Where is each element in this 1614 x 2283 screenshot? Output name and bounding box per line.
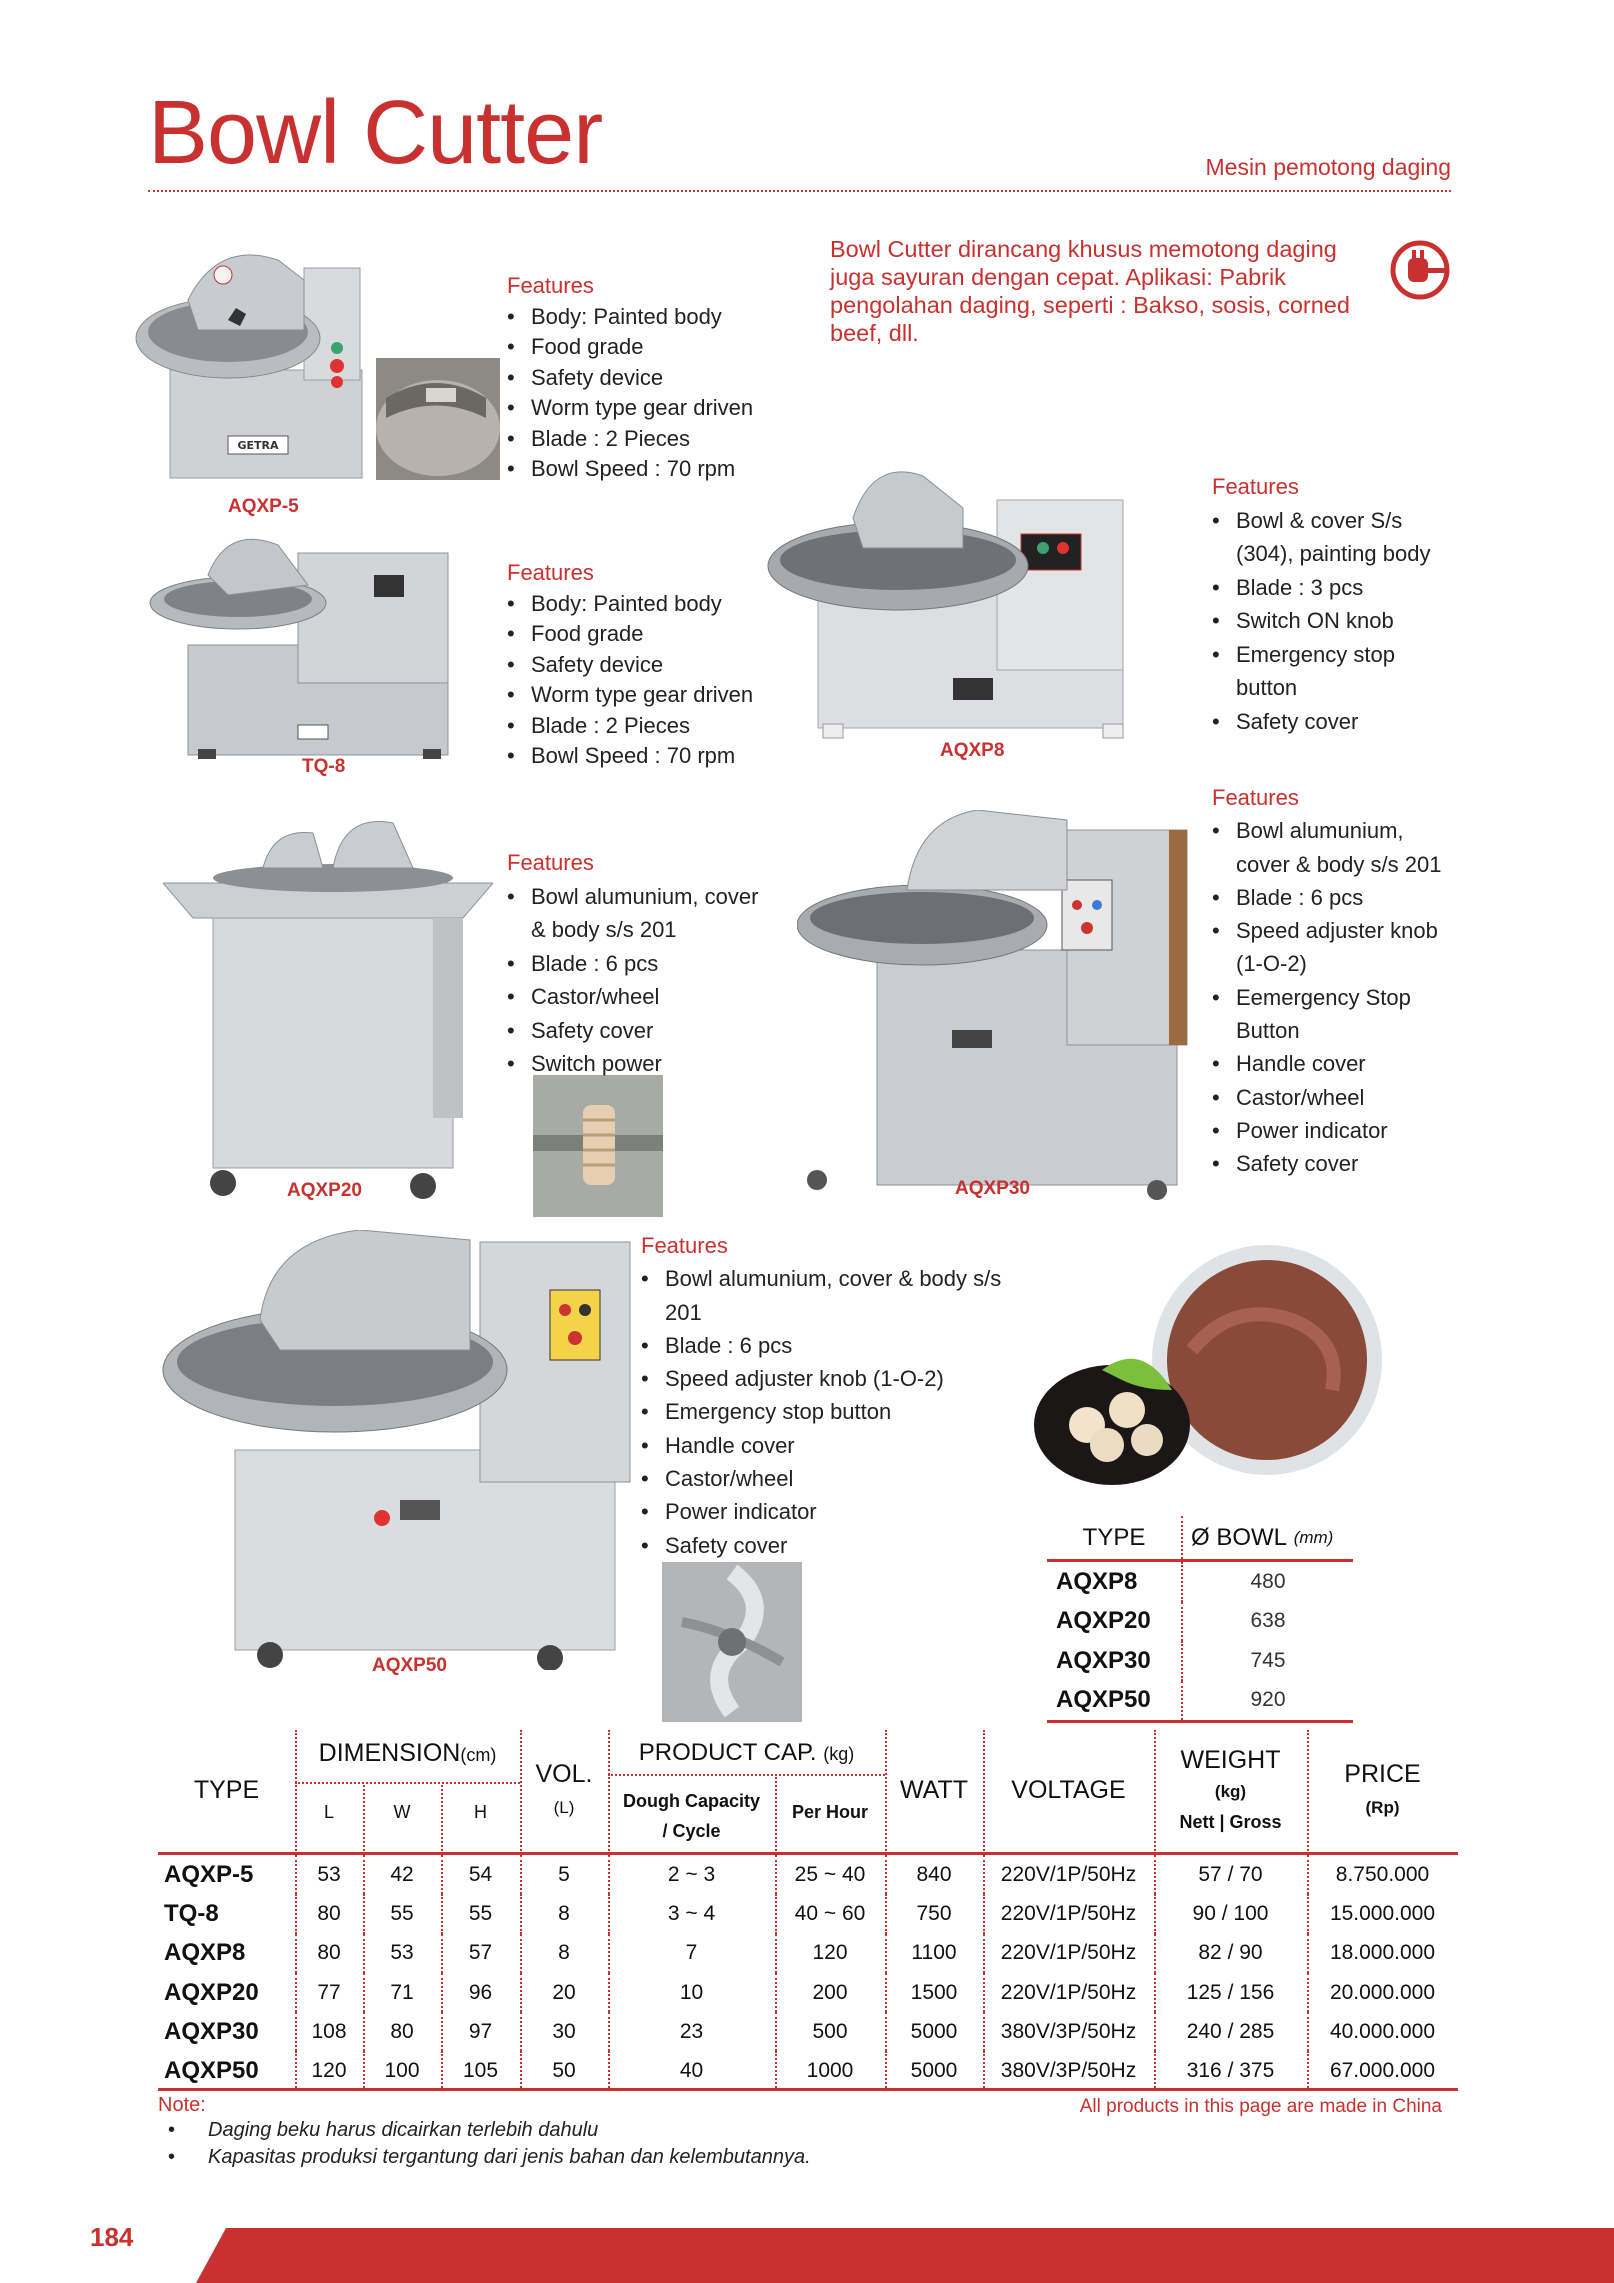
volume-header: VOL. — [535, 1760, 593, 1788]
column-divider — [441, 1934, 443, 1973]
bowl-table-type-header: TYPE — [1082, 1523, 1146, 1551]
dough-line-1: Dough Capacity — [622, 1791, 760, 1811]
note-label: Note: — [158, 2094, 206, 2116]
aqxp50-blade-closeup-image — [662, 1562, 802, 1722]
weight-header: WEIGHT — [1180, 1746, 1281, 1774]
column-divider — [983, 1894, 985, 1933]
bowl-value-cell: 920 — [1181, 1681, 1353, 1721]
footer-band — [196, 2228, 1614, 2283]
type-cell: TQ-8 — [164, 1899, 219, 1927]
feature-item: • Bowl Speed : 70 rpm — [507, 741, 753, 772]
aqxp30-machine-image — [797, 810, 1193, 1205]
feature-item: • Worm type gear driven — [507, 680, 753, 711]
hour-cell: 40 ~ 60 — [794, 1901, 866, 1925]
type-header: TYPE — [193, 1776, 260, 1804]
feature-item: • Emergency stop button — [641, 1395, 1021, 1428]
vol-cell: 8 — [558, 1901, 570, 1925]
column-divider — [363, 1934, 365, 1973]
feature-item: • Eemergency Stop Button — [1212, 981, 1457, 1048]
price-cell: 18.000.000 — [1329, 1941, 1436, 1965]
w-cell: 55 — [390, 1901, 414, 1925]
column-divider — [775, 1934, 777, 1973]
aqxp8-label: AQXP8 — [940, 740, 1005, 761]
feature-item: • Handle cover — [1212, 1047, 1457, 1080]
page-number: 184 — [90, 2222, 134, 2252]
column-divider — [295, 2012, 297, 2051]
l-cell: 80 — [317, 1901, 341, 1925]
dough-line-2: / Cycle — [662, 1821, 721, 1841]
column-divider — [775, 1973, 777, 2012]
feature-item: • Bowl Speed : 70 rpm — [507, 454, 753, 485]
column-divider — [1307, 1934, 1309, 1973]
column-divider — [1154, 1855, 1156, 1894]
column-divider — [608, 1855, 610, 1894]
watt-cell: 5000 — [910, 2059, 958, 2083]
spec-table-body — [158, 1855, 1458, 2091]
note-text: Daging beku harus dicairkan terlebih dahulu — [208, 2119, 599, 2141]
table-row — [1047, 1681, 1353, 1721]
bowl-value-cell: 480 — [1181, 1562, 1353, 1602]
tq8-label: TQ-8 — [302, 756, 346, 777]
column-divider — [775, 2051, 777, 2090]
w-cell: 71 — [390, 1980, 414, 2004]
column-divider — [441, 1973, 443, 2012]
feature-item: • Speed adjuster knob (1-O-2) — [641, 1362, 1021, 1395]
column-divider — [520, 1973, 522, 2012]
column-divider — [885, 1894, 887, 1933]
price-cell: 67.000.000 — [1329, 2059, 1436, 2083]
feature-item: • Bowl alumunium, cover & body s/s 201 — [507, 880, 767, 947]
column-divider — [295, 2051, 297, 2090]
h-cell: 57 — [468, 1941, 493, 1965]
column-divider — [775, 1894, 777, 1933]
vol-cell: 50 — [552, 2059, 576, 2083]
column-divider — [983, 1973, 985, 2012]
column-divider — [775, 2012, 777, 2051]
weight-cell: 57 / 70 — [1198, 1862, 1263, 1886]
table-row — [1047, 1562, 1353, 1602]
product-capacity-header — [608, 1739, 885, 1767]
feature-item: • Bowl & cover S/s (304), painting body — [1212, 504, 1457, 571]
column-divider — [295, 1894, 297, 1933]
column-divider — [608, 1894, 610, 1933]
vol-cell: 8 — [558, 1941, 570, 1965]
hour-cell: 25 ~ 40 — [794, 1862, 866, 1886]
column-divider — [520, 2012, 522, 2051]
watt-cell: 840 — [916, 1862, 952, 1886]
weight-cell: 316 / 375 — [1186, 2059, 1275, 2083]
l-cell: 80 — [317, 1941, 341, 1965]
column-divider — [885, 1855, 887, 1894]
width-header: W — [393, 1802, 411, 1822]
column-divider — [1154, 1934, 1156, 1973]
h-cell: 105 — [462, 2059, 499, 2083]
column-divider — [441, 2012, 443, 2051]
feature-item: • Speed adjuster knob (1-O-2) — [1212, 914, 1457, 981]
bowl-value-cell: 745 — [1181, 1641, 1353, 1681]
column-divider — [520, 1934, 522, 1973]
dimension-unit: (cm) — [460, 1745, 497, 1765]
power-plug-icon — [1388, 238, 1452, 302]
hour-cell: 1000 — [806, 2059, 854, 2083]
column-divider — [1154, 2051, 1156, 2090]
dough-cell: 3 ~ 4 — [667, 1901, 716, 1925]
feature-item: • Worm type gear driven — [507, 393, 753, 424]
intro-text: Bowl Cutter dirancang khusus memotong daging juga sayuran dengan cepat. Aplikasi: Pabrik pengolahan daging, seperti : Bakso, sosis, corned beef, dll. — [830, 236, 1350, 346]
column-divider — [608, 2012, 610, 2051]
table-row — [158, 1934, 1458, 1973]
watt-cell: 5000 — [910, 2019, 958, 2043]
aqxp20-label: AQXP20 — [287, 1180, 362, 1201]
l-cell: 108 — [311, 2019, 347, 2043]
bowl-type-cell: AQXP30 — [1056, 1646, 1151, 1674]
price-header: PRICE — [1344, 1760, 1421, 1788]
aqxp5-bowl-closeup-image — [376, 358, 500, 480]
l-cell: 53 — [317, 1862, 341, 1886]
spec-table — [158, 1730, 1458, 2091]
column-divider — [363, 2051, 365, 2090]
bowl-type-cell: AQXP50 — [1056, 1686, 1151, 1714]
bowl-table-bottom-rule — [1047, 1720, 1353, 1723]
bowl-unit-label: (mm) — [1293, 1527, 1334, 1547]
vol-cell: 5 — [558, 1862, 570, 1886]
column-divider — [1307, 1855, 1309, 1894]
feature-item: • Blade : 6 pcs — [641, 1329, 1021, 1362]
per-hour-header: Per Hour — [791, 1802, 869, 1822]
features-heading: Features — [641, 1233, 728, 1258]
aqxp30-features — [1212, 781, 1457, 1181]
price-cell: 8.750.000 — [1335, 1862, 1430, 1886]
h-cell: 97 — [468, 2019, 493, 2043]
watt-cell: 750 — [916, 1901, 952, 1925]
column-divider — [1154, 2012, 1156, 2051]
weight-cell: 125 / 156 — [1186, 1980, 1275, 2004]
watt-cell: 1100 — [911, 1941, 957, 1965]
column-divider — [608, 1934, 610, 1973]
feature-item: • Safety cover — [641, 1529, 1021, 1562]
column-divider — [1307, 2012, 1309, 2051]
type-cell: AQXP-5 — [164, 1860, 254, 1888]
vol-cell: 20 — [552, 1980, 576, 2004]
column-divider — [608, 2051, 610, 2090]
capacity-unit: (kg) — [823, 1744, 855, 1764]
table-row — [158, 2051, 1458, 2090]
weight-cell: 90 / 100 — [1192, 1901, 1269, 1925]
aqxp50-label: AQXP50 — [372, 1655, 447, 1676]
aqxp20-machine-image — [163, 808, 493, 1200]
column-divider — [441, 1894, 443, 1933]
h-cell: 55 — [468, 1901, 493, 1925]
tq8-machine-image — [148, 535, 452, 765]
feature-item: • Safety cover — [507, 1014, 767, 1048]
w-cell: 80 — [390, 2019, 414, 2043]
column-divider — [1307, 2051, 1309, 2090]
feature-item: • Power indicator — [1212, 1114, 1457, 1147]
spec-table-bottom-rule — [158, 2088, 1458, 2091]
table-row — [1047, 1602, 1353, 1642]
column-divider — [1307, 1973, 1309, 2012]
note-item: • Kapasitas produksi tergantung dari jenis bahan dan kelembutannya. — [168, 2146, 811, 2168]
table-row — [158, 2012, 1458, 2051]
dough-cell: 40 — [679, 2059, 704, 2083]
height-header: H — [474, 1802, 487, 1822]
column-divider — [363, 1894, 365, 1933]
feature-item: • Bowl alumunium, cover & body s/s 201 — [641, 1262, 1021, 1329]
column-divider — [1154, 1894, 1156, 1933]
aqxp20-blade-closeup-image — [533, 1075, 663, 1217]
aqxp20-features — [507, 846, 767, 1081]
features-heading: Features — [507, 850, 594, 875]
price-cell: 20.000.000 — [1329, 1980, 1436, 2004]
dimension-label: DIMENSION — [318, 1739, 461, 1767]
features-heading: Features — [507, 273, 594, 298]
made-in-note: All products in this page are made in China — [1079, 2096, 1442, 2117]
column-divider — [363, 1855, 365, 1894]
feature-item: • Safety device — [507, 363, 753, 394]
weight-subheader: Nett | Gross — [1179, 1812, 1282, 1832]
note-item: • Daging beku harus dicairkan terlebih dahulu — [168, 2119, 599, 2141]
column-divider — [441, 2051, 443, 2090]
feature-item: • Safety cover — [1212, 705, 1457, 739]
feature-item: • Castor/wheel — [641, 1462, 1021, 1495]
voltage-cell: 380V/3P/50Hz — [1000, 2019, 1137, 2043]
column-divider — [885, 1934, 887, 1973]
column-divider — [885, 1973, 887, 2012]
table-row — [1047, 1641, 1353, 1681]
aqxp50-machine-image — [160, 1230, 638, 1670]
aqxp8-features — [1212, 470, 1457, 738]
features-heading: Features — [1212, 474, 1299, 499]
dough-cell: 7 — [685, 1941, 698, 1965]
column-divider — [520, 1894, 522, 1933]
bowl-table-diameter-header — [1181, 1516, 1353, 1559]
w-cell: 100 — [384, 2059, 420, 2083]
type-cell: AQXP8 — [164, 1939, 246, 1967]
type-cell: AQXP50 — [164, 2057, 259, 2085]
h-cell: 96 — [468, 1980, 493, 2004]
feature-item: • Castor/wheel — [1212, 1081, 1457, 1114]
feature-item: • Safety device — [507, 650, 753, 681]
length-header: L — [323, 1802, 334, 1822]
feature-item: • Power indicator — [641, 1495, 1021, 1528]
aqxp50-features — [641, 1229, 1021, 1562]
bowl-size-table — [1047, 1516, 1353, 1723]
table-row — [158, 1973, 1458, 2012]
dough-cell: 10 — [679, 1980, 704, 2004]
w-cell: 53 — [390, 1941, 414, 1965]
aqxp5-features — [507, 271, 753, 485]
bowl-type-cell: AQXP20 — [1056, 1607, 1151, 1635]
note-text: Kapasitas produksi tergantung dari jenis bahan dan kelembutannya. — [208, 2146, 811, 2168]
aqxp5-label: AQXP-5 — [228, 496, 299, 517]
feature-item: • Blade : 2 Pieces — [507, 711, 753, 742]
table-row — [158, 1894, 1458, 1933]
voltage-cell: 220V/1P/50Hz — [1000, 1941, 1137, 1965]
svg-text:GETRA: GETRA — [237, 439, 279, 452]
feature-item: • Handle cover — [641, 1429, 1021, 1462]
feature-item: • Blade : 6 pcs — [507, 947, 767, 981]
price-unit: (Rp) — [1365, 1798, 1400, 1817]
column-divider — [520, 1855, 522, 1894]
capacity-label: PRODUCT CAP. — [638, 1739, 817, 1766]
hour-cell: 500 — [812, 2019, 848, 2043]
weight-cell: 240 / 285 — [1186, 2019, 1275, 2043]
feature-item: • Blade : 2 Pieces — [507, 424, 753, 455]
watt-cell: 1500 — [910, 1980, 958, 2004]
column-divider — [983, 2012, 985, 2051]
feature-item: • Body: Painted body — [507, 589, 753, 620]
aqxp8-machine-image — [763, 468, 1147, 742]
dimension-header — [295, 1739, 520, 1768]
dough-cell: 2 ~ 3 — [667, 1862, 716, 1886]
feature-item: • Safety cover — [1212, 1147, 1457, 1180]
aqxp30-label: AQXP30 — [955, 1178, 1030, 1199]
tq8-features — [507, 558, 753, 772]
feature-item: • Switch ON knob — [1212, 604, 1457, 638]
table-row — [158, 1855, 1458, 1894]
feature-item: • Food grade — [507, 619, 753, 650]
column-divider — [295, 1973, 297, 2012]
column-divider — [983, 1855, 985, 1894]
w-cell: 42 — [390, 1862, 414, 1886]
bowl-table-header — [1047, 1516, 1353, 1562]
l-cell: 77 — [317, 1980, 341, 2004]
volume-unit: (L) — [553, 1798, 575, 1817]
feature-item: • Blade : 6 pcs — [1212, 881, 1457, 914]
column-divider — [885, 2012, 887, 2051]
feature-item: • Body: Painted body — [507, 302, 753, 333]
price-cell: 40.000.000 — [1329, 2019, 1436, 2043]
voltage-cell: 220V/1P/50Hz — [1000, 1980, 1137, 2004]
feature-item: • Bowl alumunium, cover & body s/s 201 — [1212, 814, 1457, 881]
bowl-type-cell: AQXP8 — [1056, 1567, 1138, 1595]
voltage-header: VOLTAGE — [1011, 1776, 1126, 1804]
feature-item: • Food grade — [507, 332, 753, 363]
column-divider — [775, 1855, 777, 1894]
column-divider — [520, 2051, 522, 2090]
page-title: Bowl Cutter — [148, 83, 603, 183]
page-subtitle: Mesin pemotong daging — [1205, 154, 1451, 180]
feature-item: • Switch power — [507, 1047, 767, 1081]
column-divider — [441, 1855, 443, 1894]
features-heading: Features — [1212, 785, 1299, 810]
weight-unit: (kg) — [1214, 1782, 1247, 1801]
column-divider — [363, 2012, 365, 2051]
voltage-cell: 380V/3P/50Hz — [1000, 2059, 1137, 2083]
aqxp5-machine-image — [128, 240, 368, 482]
column-divider — [1154, 1973, 1156, 2012]
column-divider — [608, 1973, 610, 2012]
price-cell: 15.000.000 — [1329, 1901, 1436, 1925]
feature-item: • Emergency stop button — [1212, 638, 1457, 705]
hour-cell: 120 — [812, 1941, 848, 1965]
column-divider — [983, 2051, 985, 2090]
spec-table-header — [158, 1730, 1458, 1855]
column-divider — [1307, 1894, 1309, 1933]
voltage-cell: 220V/1P/50Hz — [1000, 1862, 1137, 1886]
vol-cell: 30 — [552, 2019, 576, 2043]
type-cell: AQXP20 — [164, 1978, 259, 2006]
column-divider — [363, 1973, 365, 2012]
column-divider — [885, 2051, 887, 2090]
dough-capacity-header — [608, 1786, 775, 1846]
dough-cell: 23 — [679, 2019, 704, 2043]
voltage-cell: 220V/1P/50Hz — [1000, 1901, 1137, 1925]
feature-item: • Castor/wheel — [507, 980, 767, 1014]
h-cell: 54 — [468, 1862, 493, 1886]
column-divider — [295, 1855, 297, 1894]
title-divider — [148, 190, 1451, 192]
features-heading: Features — [507, 560, 594, 585]
type-cell: AQXP30 — [164, 2017, 259, 2045]
meat-paste-bowl-image — [1032, 1240, 1382, 1500]
watt-header: WATT — [899, 1776, 969, 1804]
feature-item: • Blade : 3 pcs — [1212, 571, 1457, 605]
hour-cell: 200 — [812, 1980, 848, 2004]
bowl-diameter-label: Ø BOWL — [1191, 1523, 1288, 1551]
column-divider — [295, 1934, 297, 1973]
bowl-value-cell: 638 — [1181, 1602, 1353, 1642]
weight-cell: 82 / 90 — [1198, 1941, 1263, 1965]
l-cell: 120 — [311, 2059, 347, 2083]
column-divider — [983, 1934, 985, 1973]
